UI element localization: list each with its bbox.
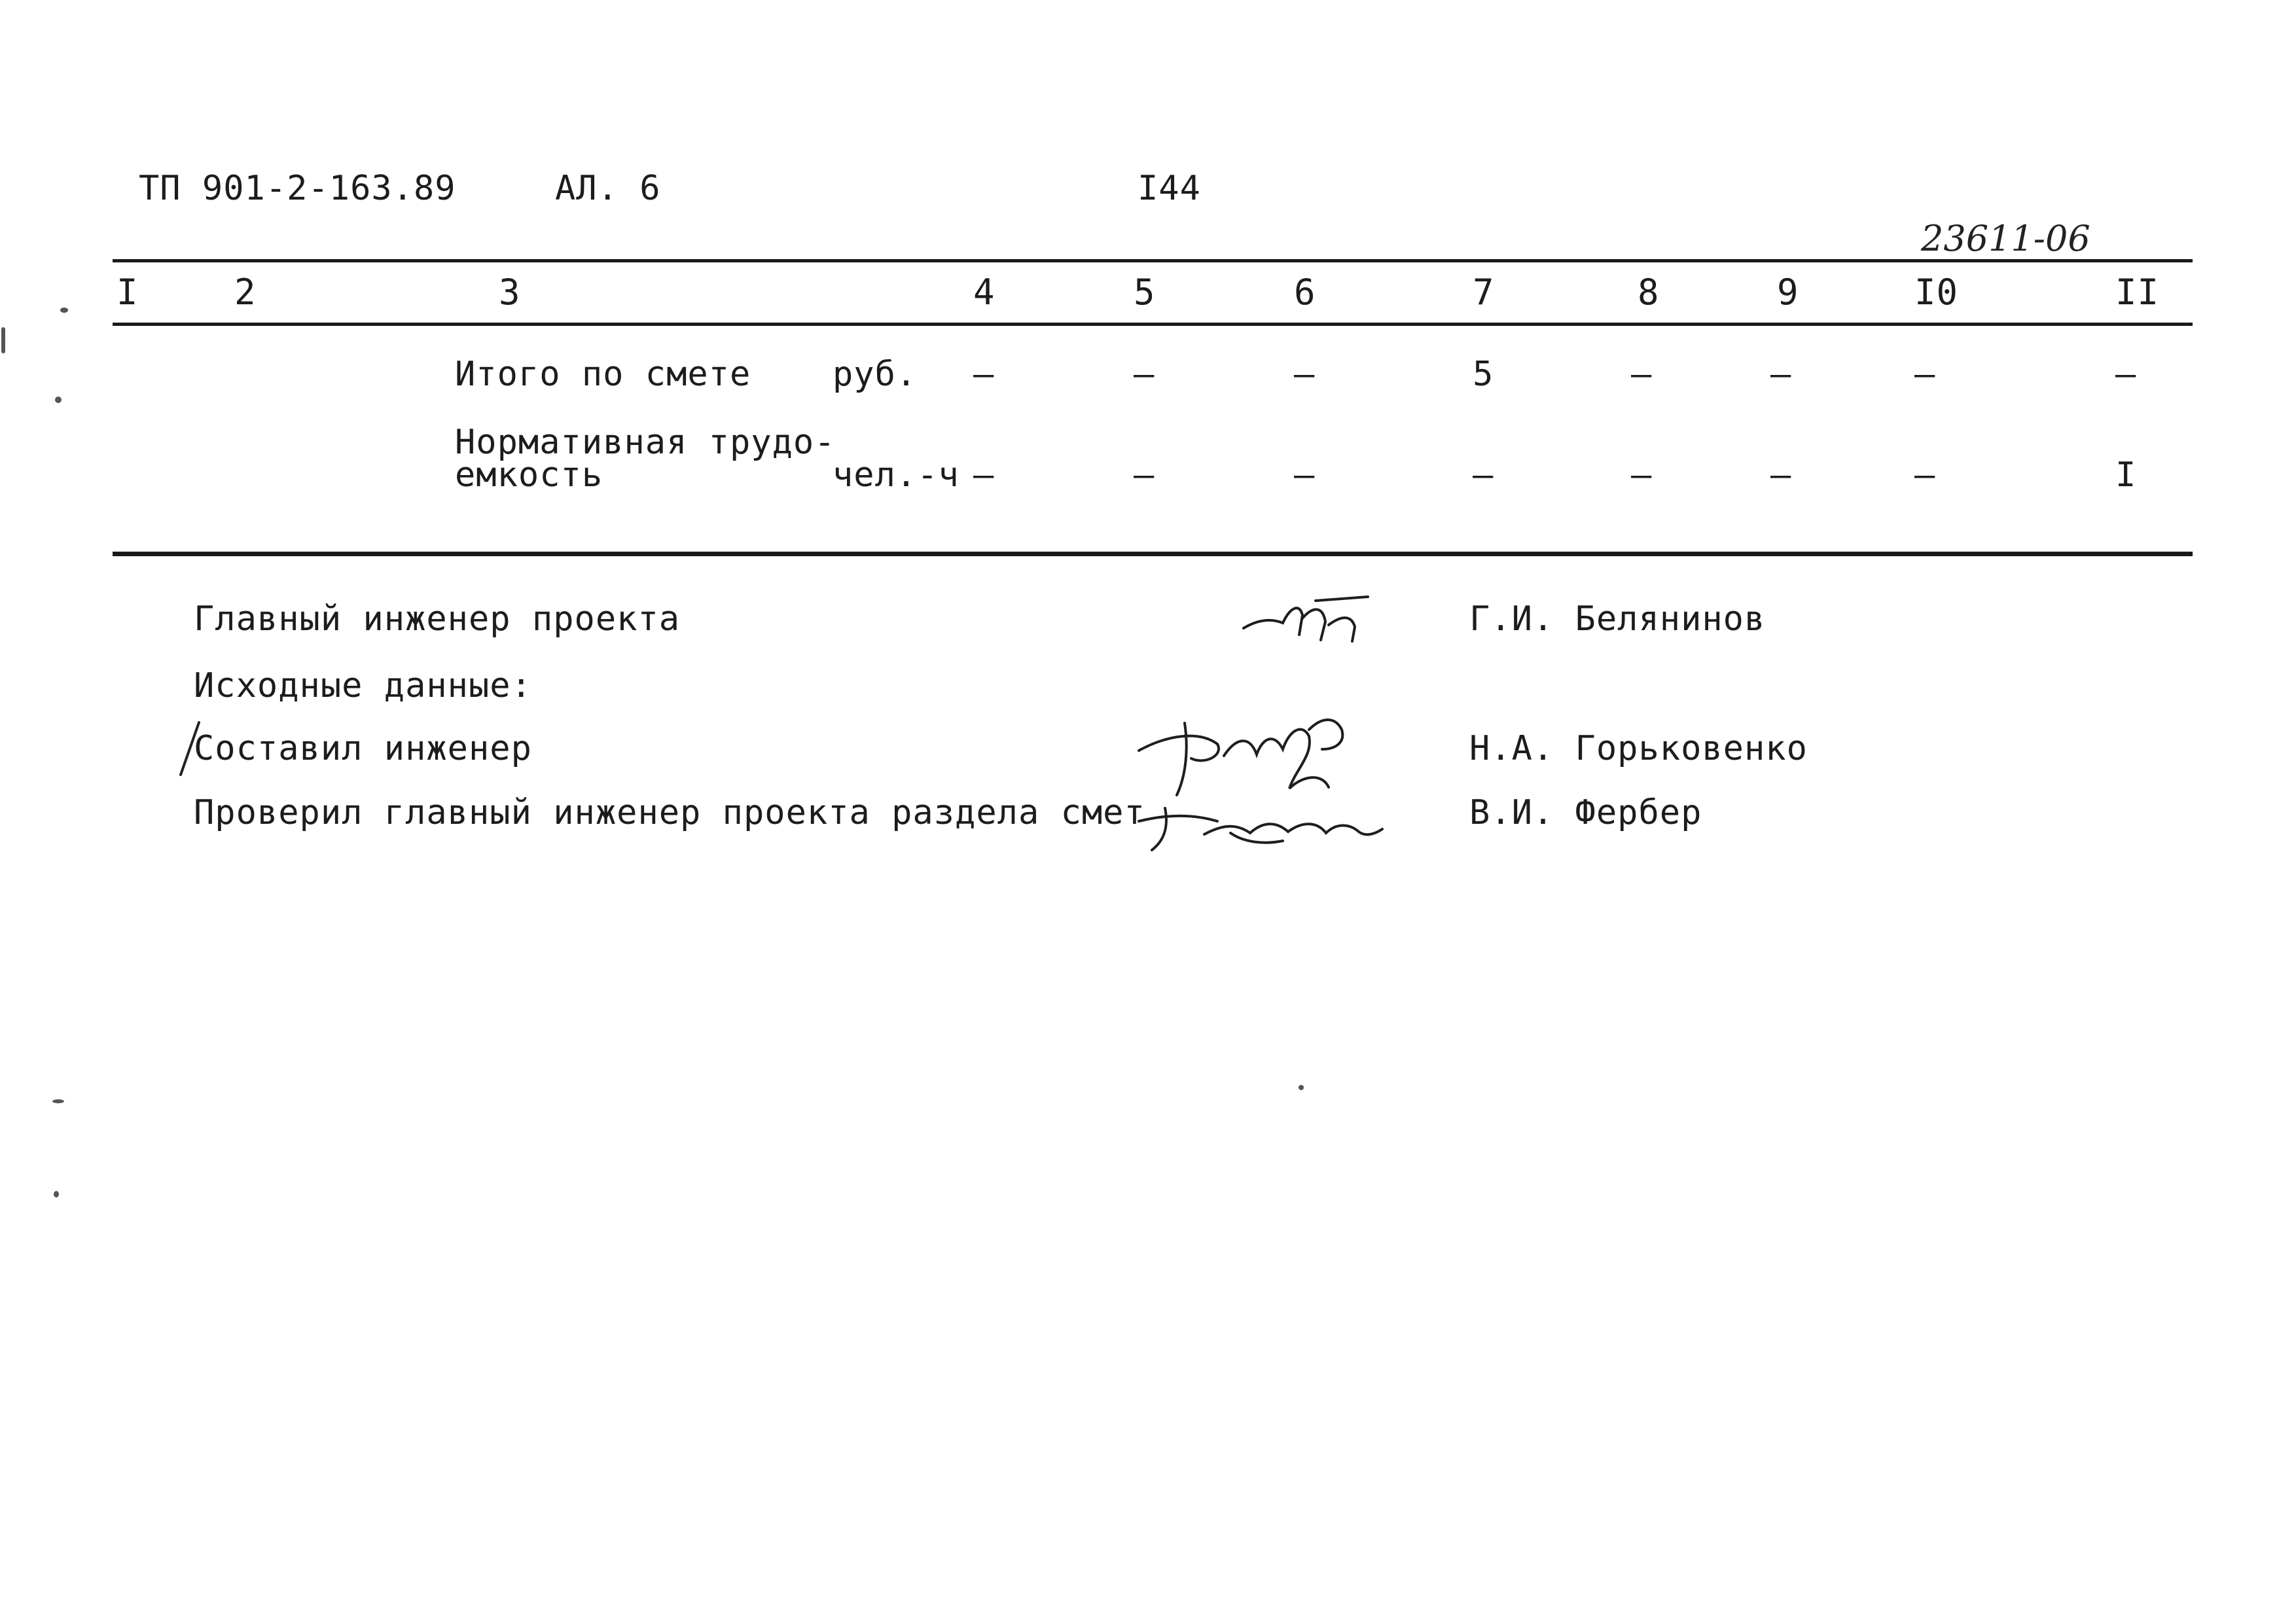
row-value: – — [1770, 455, 1792, 495]
row-value: – — [1914, 455, 1936, 495]
signature-chief-engineer — [1237, 589, 1374, 648]
row-value: – — [1631, 355, 1653, 394]
album-number: АЛ. 6 — [555, 169, 661, 208]
column-number: 7 — [1473, 272, 1495, 313]
page-number: I44 — [1138, 169, 1201, 208]
column-number: 8 — [1638, 272, 1660, 313]
row-value: – — [1770, 355, 1792, 394]
row-name-line: емкость — [455, 455, 603, 495]
row-value: 5 — [1473, 355, 1494, 394]
scan-speck — [52, 1099, 64, 1103]
row-name-line: Нормативная трудо- — [455, 423, 836, 462]
scan-speck — [60, 308, 68, 313]
table-header-rule — [113, 323, 2193, 326]
row-value: – — [1134, 355, 1155, 394]
column-number: 4 — [973, 272, 996, 313]
row-value: – — [1631, 455, 1653, 495]
handwritten-inventory-number: 23611-06 — [1921, 218, 2090, 259]
column-number: 2 — [234, 272, 257, 313]
signer-name: Г.И. Белянинов — [1469, 599, 1766, 639]
document-code: ТП 901-2-163.89 — [139, 169, 456, 208]
signer-name: В.И. Фербер — [1469, 793, 1702, 832]
table-bottom-rule — [113, 552, 2193, 556]
column-number: 5 — [1134, 272, 1156, 313]
row-value: – — [973, 355, 995, 394]
signature-compiler — [1126, 710, 1374, 808]
row-name: Итого по смете — [455, 355, 751, 394]
signer-role: Исходные данные: — [194, 666, 532, 705]
scan-speck — [1299, 1085, 1304, 1090]
row-value: – — [973, 455, 995, 495]
scan-speck — [1, 327, 5, 353]
column-number: II — [2115, 272, 2160, 313]
column-number: 6 — [1294, 272, 1316, 313]
handwritten-check-mark — [177, 720, 203, 779]
row-unit: чел.-ч — [833, 455, 960, 495]
column-number: I0 — [1914, 272, 1959, 313]
row-value: – — [1294, 455, 1316, 495]
signature-checker — [1126, 795, 1388, 854]
row-value: – — [1473, 455, 1494, 495]
table-top-rule — [113, 259, 2193, 262]
row-value: – — [2115, 355, 2137, 394]
row-value: – — [1134, 455, 1155, 495]
signer-role: Главный инженер проекта — [194, 599, 681, 639]
scan-speck — [55, 397, 62, 403]
row-unit: руб. — [833, 355, 918, 394]
scan-speck — [54, 1191, 59, 1197]
column-number: 9 — [1777, 272, 1799, 313]
row-value: – — [1294, 355, 1316, 394]
signer-name: Н.А. Горьковенко — [1469, 729, 1808, 768]
column-number: 3 — [499, 272, 521, 313]
signer-role: Проверил главный инженер проекта раздела смет — [194, 793, 1145, 832]
column-number: I — [117, 272, 139, 313]
row-value: I — [2115, 455, 2137, 495]
row-value: – — [1914, 355, 1936, 394]
signer-role: Составил инженер — [194, 729, 532, 768]
